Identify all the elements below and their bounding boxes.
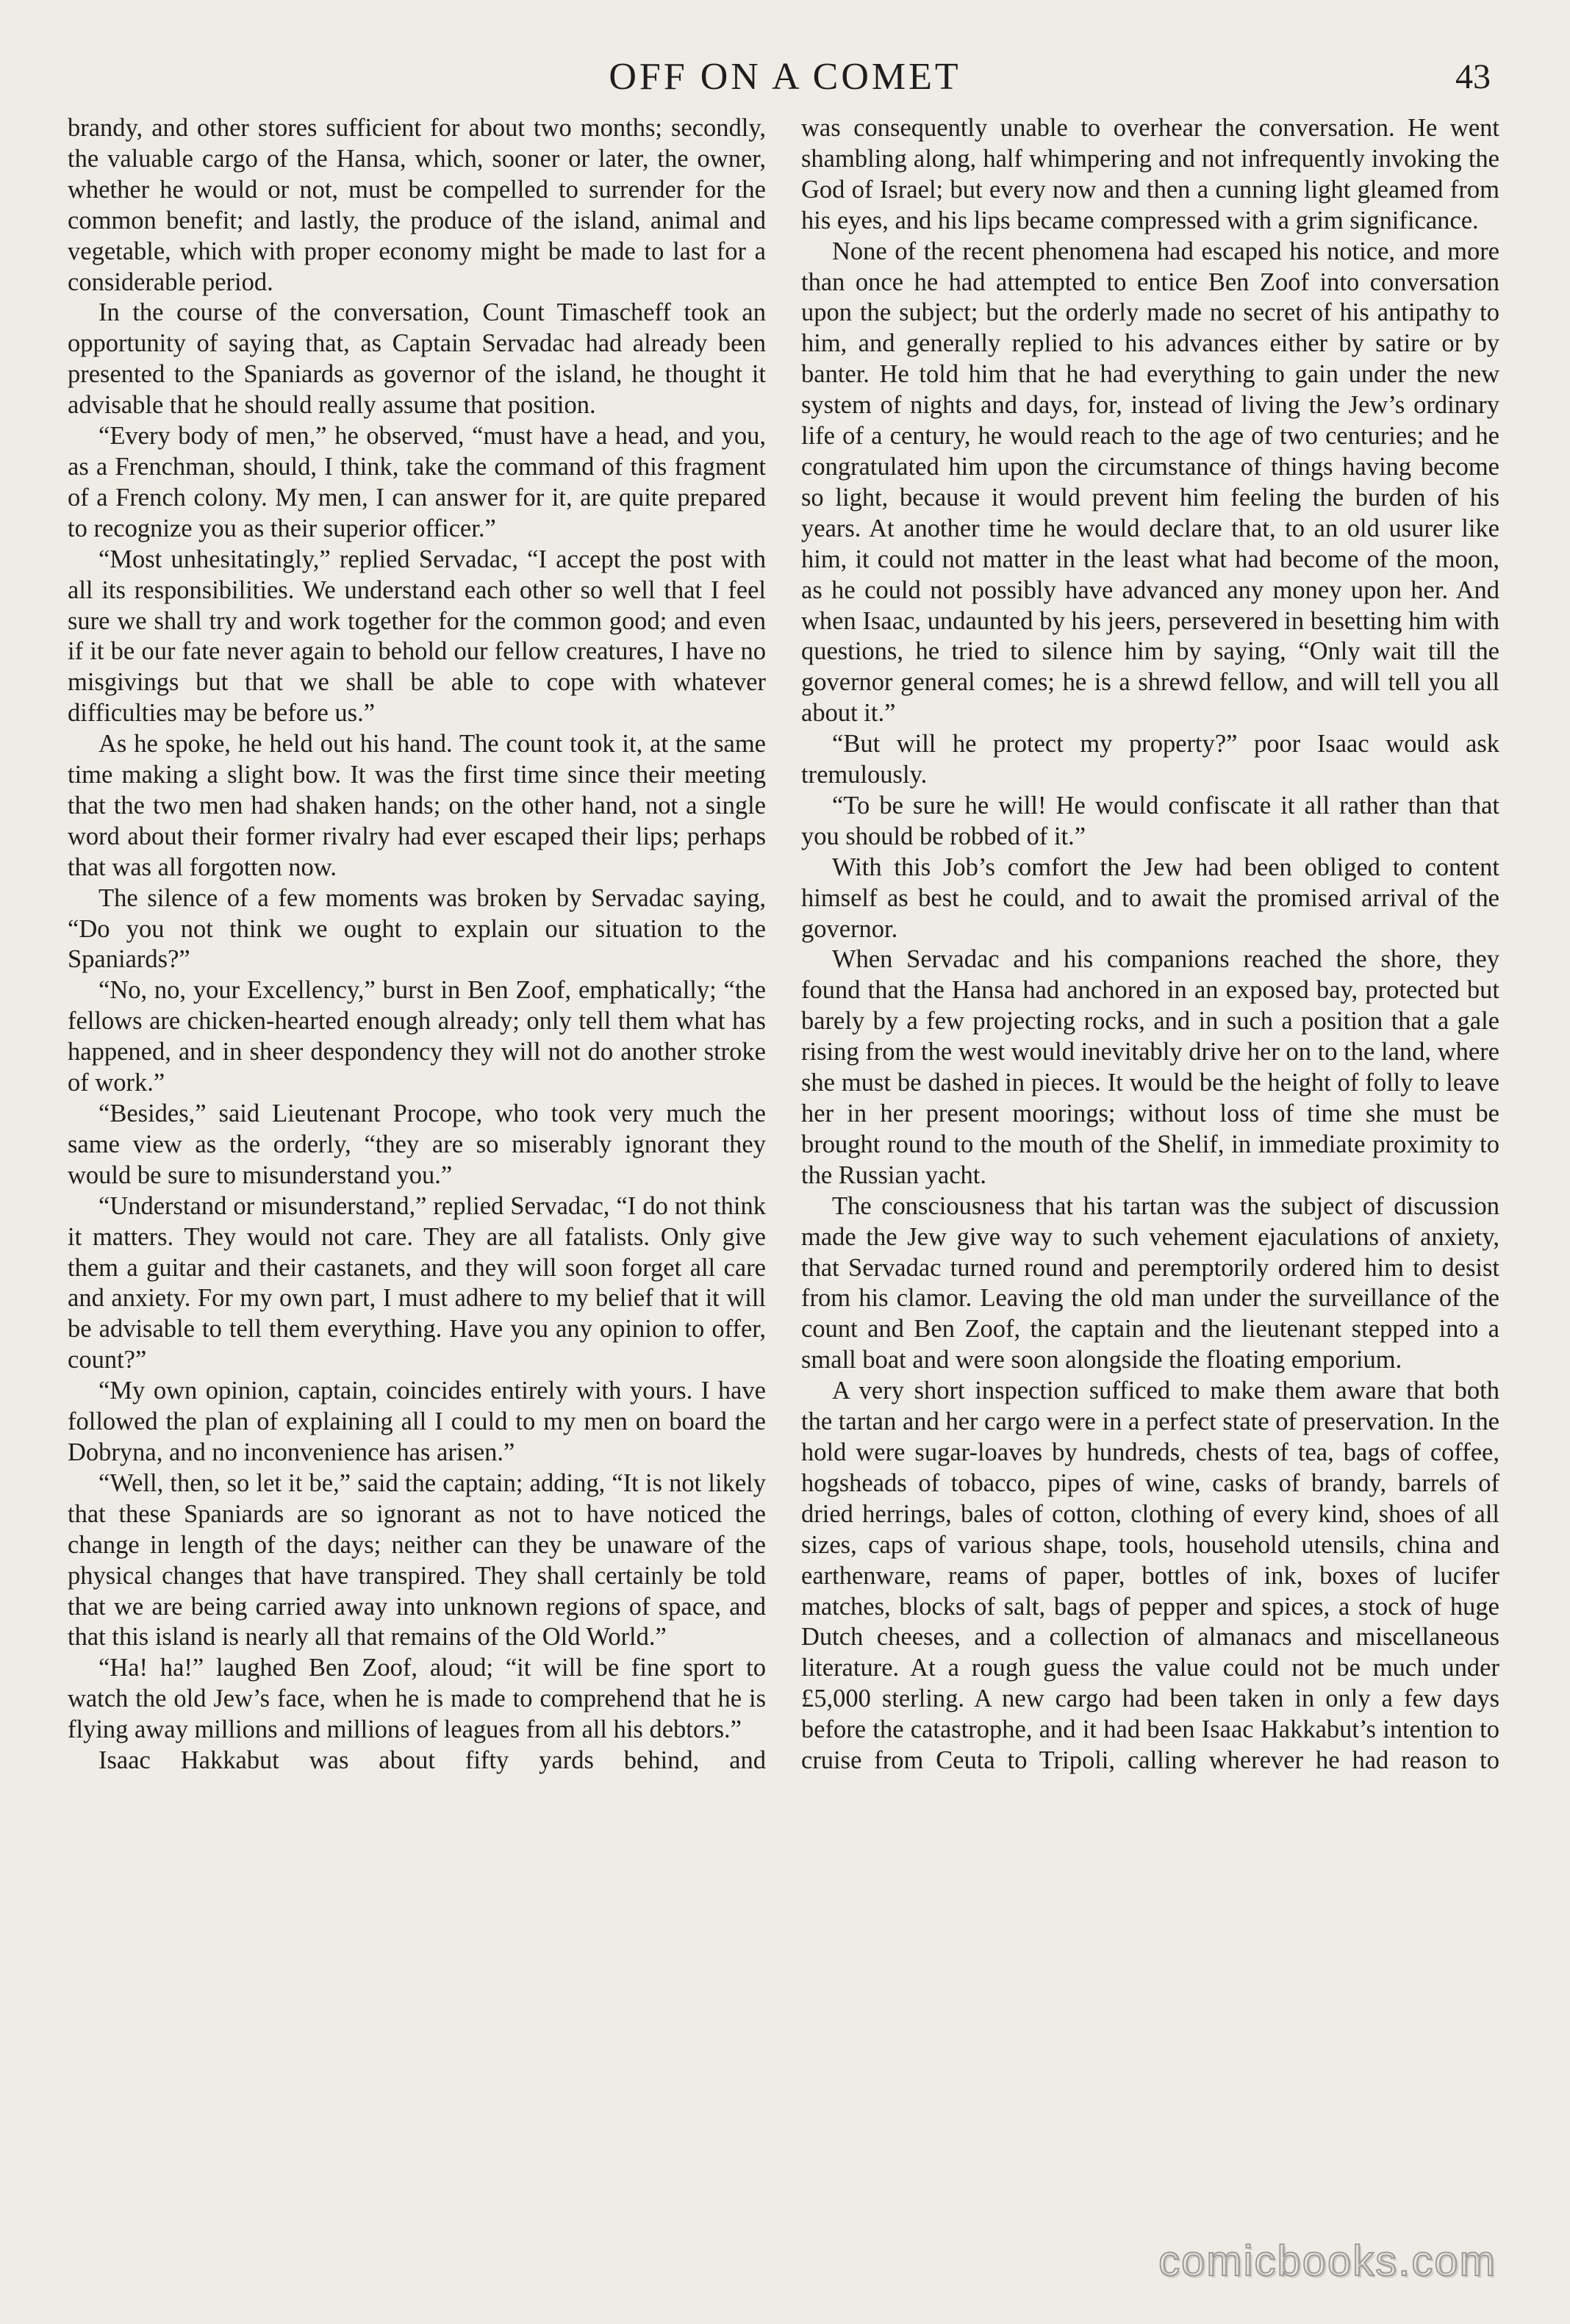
- paragraph: Isaac Hakkabut was about fifty yards behind, and: [98, 1746, 766, 1775]
- right-text-column: [801, 113, 1499, 1776]
- paragraph: “Understand or misunderstand,” replied Servadac, “I do not think it matters. They would not care. They are all fatalists. Only give them a guitar and their castanets, and they will soon forget all care and anxiety. For my own part, I must adhere to my belief that it will be advisable to tell them everything. Have you any opinion to offer, count?”: [68, 1191, 766, 1374]
- paragraph: “No, no, your Excellency,” burst in Ben Zoof, emphatically; “the fellows are chicken-hearted enough already; only tell them what has happened, and in sheer despondency they will not do another stroke of work.”: [68, 976, 766, 1097]
- paragraph: A very short inspection sufficed to make them aware that both the tartan and her cargo were in a perfect state of preservation. In the hold were sugar-loaves by hundreds, chests of tea, bags of coffee, hogsheads of tobacco, pipes of wine, casks of brandy, barrels of dried herrings, bales of cotton, clothing of every kind, shoes of all sizes, caps of various shape, tools, household utensils, china and earthenware, reams of paper, bottles of ink, boxes of lucifer matches, blocks of salt, bags of pepper and spices, a stock of huge Dutch cheeses, and a collection of almanacs and miscellaneous literature. At a rough guess the value could not be much under £5,000 sterling. A new cargo had been taken in only a few days before the catastrophe, and it had been Isaac Hakkabut’s intention to cruise from Ceuta to Tripoli, calling wherever he had reason to: [801, 1377, 1499, 1775]
- running-title: OFF ON A COMET: [609, 56, 961, 98]
- paragraph: None of the recent phenomena had escaped his notice, and more than once he had attempted to entice Ben Zoof into conversation upon the subject; but the orderly made no secret of his antipathy to him, and generally replied to his advances either by satire or by banter. He told him that he had everything to gain under the new system of nights and days, for, instead of living the Jew’s ordinary life of a century, he would reach to the age of two centuries; and he congratulated him upon the circumstance of things having become so light, because it would prevent him feeling the burden of his years. At another time he would declare that, to an old usurer like him, it could not matter in the least what had become of the moon, as he could not possibly have advanced any money upon her. And when Isaac, undaunted by his jeers, persevered in besetting him with questions, he tried to silence him by saying, “Only wait till the governor general comes; he is a shrewd fellow, and will tell you all about it.”: [801, 237, 1499, 728]
- page-header: [65, 51, 1505, 103]
- left-text-column: [68, 113, 766, 1776]
- paragraph: The silence of a few moments was broken by Servadac saying, “Do you not think we ought to explain our situation to the Spaniards?”: [68, 883, 766, 974]
- paragraph: “Ha! ha!” laughed Ben Zoof, aloud; “it will be fine sport to watch the old Jew’s face, when he is made to comprehend that he is flying away millions and millions of leagues from all his debtors.”: [68, 1654, 766, 1744]
- paragraph: “Most unhesitatingly,” replied Servadac, “I accept the post with all its responsibilities. We understand each other so well that I feel sure we shall try and work together for the common good; and even if it be our fate never again to behold our fellow creatures, I have no misgivings but that we shall be able to cope with whatever difficulties may be before us.”: [68, 545, 766, 728]
- paragraph: “Besides,” said Lieutenant Procope, who took very much the same view as the orderly, “they are so miserably ignorant they would be sure to misunderstand you.”: [68, 1100, 766, 1189]
- paragraph: “But will he protect my property?” poor Isaac would ask tremulously.: [801, 730, 1499, 789]
- paragraph: With this Job’s comfort the Jew had been obliged to content himself as best he could, and to await the promised arrival of the governor.: [801, 853, 1499, 943]
- paragraph: “Every body of men,” he observed, “must have a head, and you, as a Frenchman, should, I think, take the command of this fragment of a French colony. My men, I can answer for it, are quite prepared to recognize you as their superior officer.”: [68, 422, 766, 542]
- paragraph: was consequently unable to overhear the conversation. He went shambling along, half whimpering and not infrequently invoking the God of Israel; but every now and then a cunning light gleamed from his eyes, and his lips became compressed with a grim significance.: [801, 114, 1499, 234]
- paragraph: “To be sure he will! He would confiscate it all rather than that you should be robbed of it.”: [801, 791, 1499, 850]
- paragraph: As he spoke, he held out his hand. The count took it, at the same time making a slight bow. It was the first time since their meeting that the two men had shaken hands; on the other hand, not a single word about their former rivalry had ever escaped their lips; perhaps that was all forgotten now.: [68, 730, 766, 881]
- paragraph: The consciousness that his tartan was the subject of discussion made the Jew give way to such vehement ejaculations of anxiety, that Servadac turned round and peremptorily ordered him to desist from his clamor. Leaving the old man under the surveillance of the count and Ben Zoof, the captain and the lieutenant stepped into a small boat and were soon alongside the floating emporium.: [801, 1191, 1499, 1374]
- paragraph: In the course of the conversation, Count Timascheff took an opportunity of saying that, as Captain Servadac had already been presented to the Spaniards as governor of the island, he thought it advisable that he should really assume that position.: [68, 298, 766, 420]
- paragraph: “My own opinion, captain, coincides entirely with yours. I have followed the plan of explaining all I could to my men on board the Dobryna, and no inconvenience has arisen.”: [68, 1377, 766, 1466]
- page-number: 43: [1455, 57, 1491, 96]
- watermark-logo: comicbooks.com: [1158, 2237, 1496, 2285]
- paragraph: When Servadac and his companions reached the shore, they found that the Hansa had anchored in an exposed bay, protected but barely by a few projecting rocks, and in such a position that a gale rising from the west would inevitably drive her on to the land, where she must be dashed in pieces. It would be the height of folly to leave her in her present moorings; without loss of time she must be brought round to the mouth of the Shelif, in immediate proximity to the Russian yacht.: [801, 945, 1499, 1189]
- paragraph: brandy, and other stores sufficient for about two months; secondly, the valuable cargo of the Hansa, which, sooner or later, the owner, whether he would or not, must be compelled to surrender for the common benefit; and lastly, the produce of the island, animal and vegetable, which with proper economy might be made to last for a considerable period.: [68, 114, 766, 296]
- paragraph: “Well, then, so let it be,” said the captain; adding, “It is not likely that these Spaniards are so ignorant as not to have noticed the change in length of the days; neither can they be unaware of the physical changes that have transpired. They shall certainly be told that we are being carried away into unknown regions of space, and that this island is nearly all that remains of the Old World.”: [68, 1468, 766, 1651]
